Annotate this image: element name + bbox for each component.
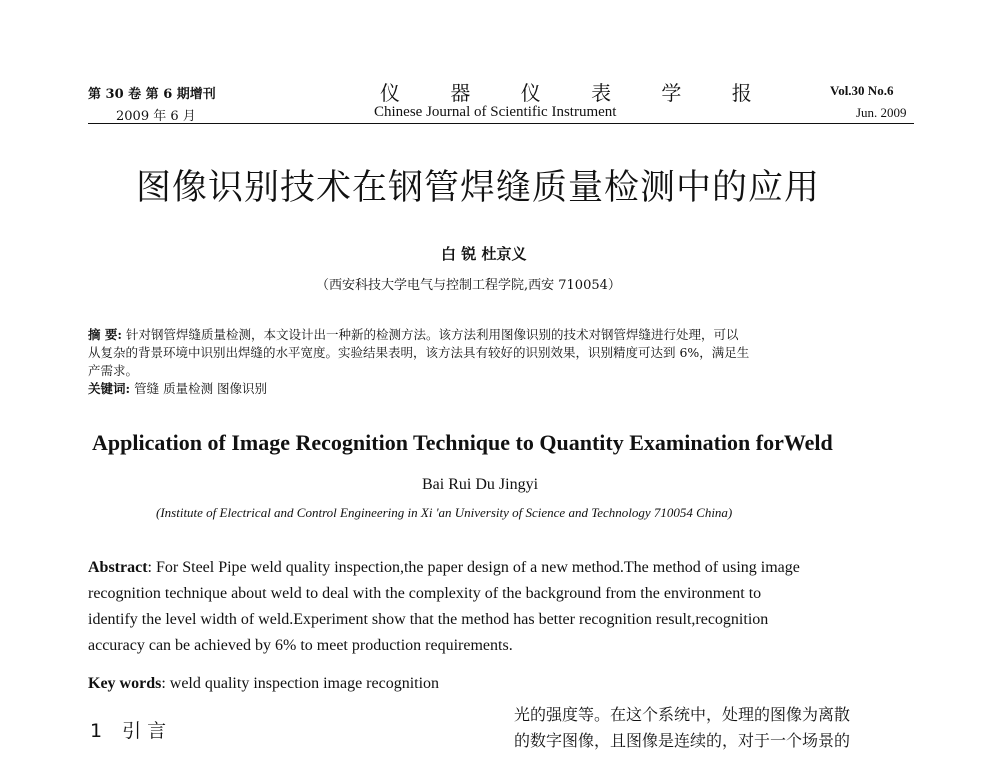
journal-title-cn: 仪 器 仪 表 学 报 — [380, 81, 774, 105]
abstract-cn-line-2: 从复杂的背景环境中识别出焊缝的水平宽度。实验结果表明，该方法具有较好的识别效果，识别精度可达到 6%，满足生 — [88, 345, 750, 360]
date-en: Jun. 2009 — [856, 105, 907, 120]
header-rule — [88, 123, 914, 124]
abstract-en-line-3: identify the level width of weld.Experiment show that the method has better recognition result,recognition — [88, 611, 769, 628]
section-number: 1 — [90, 720, 103, 742]
journal-title-en: Chinese Journal of Scientific Instrument — [374, 104, 617, 120]
affiliation-en: (Institute of Electrical and Control Engineering in Xi 'an University of Science and Technology 710054 China) — [156, 505, 733, 520]
paper-title-cn: 图像识别技术在钢管焊缝质量检测中的应用 — [136, 168, 821, 208]
abstract-cn-line-1: 针对钢管焊缝质量检测，本文设计出一种新的检测方法。该方法利用图像识别的技术对钢管焊缝进行处理，可以 — [125, 327, 739, 342]
section-heading-1 — [90, 716, 166, 743]
abstract-cn — [88, 326, 918, 398]
right-col-line-1: 光的强度等。在这个系统中，处理的图像为离散 — [514, 705, 851, 724]
paper-title-en: Application of Image Recognition Technique to Quantity Examination forWeld — [92, 430, 833, 455]
affiliation-cn: （西安科技大学电气与控制工程学院,西安 710054） — [316, 278, 621, 293]
keywords-label-en: Key words — [88, 675, 162, 692]
volume-issue-cn: 第 30 卷 第 6 期增刊 — [88, 87, 216, 102]
right-column-text — [514, 702, 850, 754]
keywords-en-row — [88, 675, 439, 693]
abstract-en-line-2: recognition technique about weld to deal with the complexity of the background from the environment to — [88, 585, 762, 602]
abstract-label-en: Abstract — [88, 559, 148, 576]
volume-issue-en: Vol.30 No.6 — [830, 83, 894, 98]
keywords-label-cn: 关键词: — [88, 381, 131, 396]
abstract-en-line-1: : For Steel Pipe weld quality inspection,the paper design of a new method.The method of using image — [147, 559, 800, 576]
authors-cn: 白 锐 杜京义 — [441, 245, 527, 263]
authors-en: Bai Rui Du Jingyi — [422, 476, 539, 493]
abstract-en-line-4: accuracy can be achieved by 6% to meet production requirements. — [88, 637, 513, 654]
abstract-en — [88, 555, 914, 659]
keywords-en: : weld quality inspection image recognition — [161, 675, 440, 692]
abstract-cn-line-3: 产需求。 — [88, 363, 139, 378]
date-cn: 2009 年 6 月 — [116, 109, 196, 124]
keywords-cn: 管缝 质量检测 图像识别 — [134, 381, 268, 396]
right-col-line-2: 的数字图像，且图像是连续的，对于一个场景的 — [514, 731, 851, 750]
abstract-label-cn: 摘 要: — [88, 327, 122, 342]
section-title: 引 言 — [122, 720, 167, 742]
